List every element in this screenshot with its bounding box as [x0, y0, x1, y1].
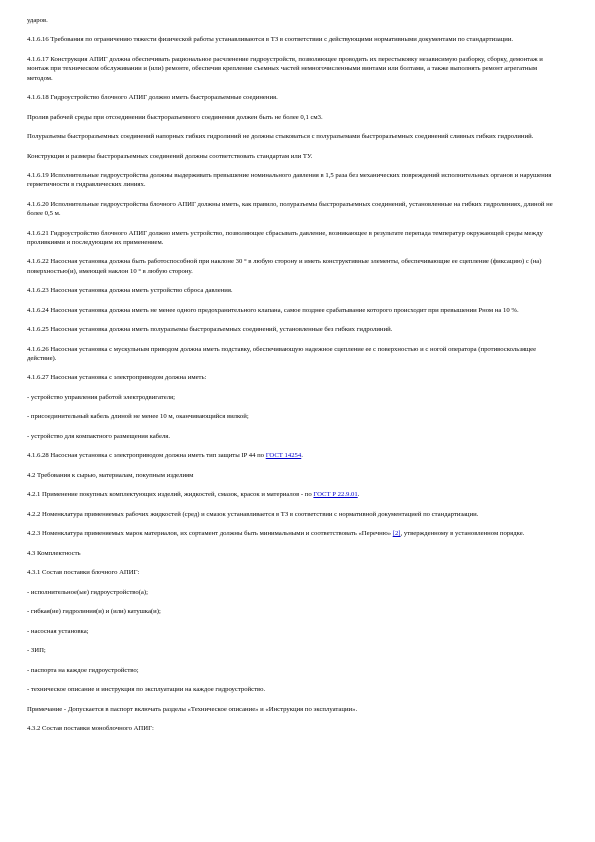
paragraph [27, 393, 555, 402]
paragraph [27, 373, 555, 382]
paragraph [27, 685, 555, 694]
paragraph-text-tail: , утвержденному в установленном порядке. [400, 530, 525, 538]
paragraph-text: 4.3 Комплектность [27, 549, 81, 557]
paragraph [27, 200, 555, 219]
paragraph [27, 171, 555, 190]
document-body [27, 16, 555, 733]
paragraph-text: - паспорта на каждое гидроустройство; [27, 666, 139, 674]
paragraph [27, 132, 555, 141]
paragraph [27, 724, 555, 733]
paragraph-text: Полуразъемы быстроразъемных соединений напорных гибких гидролиний не должны стыковаться с полуразъемами быстроразъемных соединений сливных гибких гидролиний. [27, 133, 534, 141]
paragraph [27, 113, 555, 122]
paragraph [27, 568, 555, 577]
paragraph [27, 55, 555, 83]
paragraph-text: 4.1.6.26 Насосная установка с мускульным приводом должна иметь подставку, обеспечивающую надежное сцепление ее с поверхностью и с ногой оператора (противоскользящее действие). [27, 345, 537, 362]
paragraph-text: 4.1.6.21 Гидроустройство блочного АПИГ должно иметь устройство, позволяющее сбрасывать давление, возникающее в результате перепада температур окружающей среды между проливкиями и последующим их применением. [27, 229, 543, 246]
paragraph-text: 4.2 Требования к сырью, материалам, покупным изделиям [27, 471, 194, 479]
paragraph-text: 4.1.6.25 Насосная установка должна иметь полуразъемы быстроразъемных соединений, установленные без гибких гидролиний. [27, 326, 393, 334]
paragraph-text-tail: . [357, 491, 360, 499]
paragraph [27, 325, 555, 334]
paragraph [27, 152, 555, 161]
paragraph [27, 93, 555, 102]
paragraph-text: 4.1.6.24 Насосная установка должна иметь не менее одного предохранительного клапана, самое позднее срабатывание которого происходит при превышении Pном на 10 %. [27, 306, 519, 314]
paragraph-text: Пролив рабочей среды при отсоединении быстроразъемного соединения должен быть не более 0,1 см3. [27, 113, 323, 121]
reference-link[interactable]: ГОСТ Р 22.9.01 [313, 491, 358, 499]
paragraph-text: 4.3.2 Состав поставки моноблочного АПИГ: [27, 725, 154, 733]
paragraph [27, 451, 555, 460]
paragraph [27, 607, 555, 616]
paragraph-text: 4.1.6.20 Исполнительные гидроустройства блочного АПИГ должны иметь, как правило, полуразъемы быстроразъемных соединений, установленные на гибких гидролиниях, длиной не более 0,5 м. [27, 200, 553, 218]
paragraph-text: 4.3.1 Состав поставки блочного АПИГ: [27, 569, 140, 577]
paragraph [27, 588, 555, 597]
paragraph [27, 529, 555, 538]
paragraph-text: 4.2.3 Номенклатура применяемых марок материалов, их сортамент должны быть минимальными и соответствовать «Перечню» [27, 530, 393, 538]
paragraph-text: - устройство управления работой электродвигателя; [27, 393, 175, 401]
paragraph-text: 4.1.6.16 Требования по ограничению тяжести физической работы устанавливаются в ТЗ в соответствии с действующими нормативными документами по стандартизации. [27, 36, 514, 44]
paragraph-text: 4.1.6.22 Насосная установка должна быть работоспособной при наклоне 30 ° в любую сторону и иметь конструктивные элементы, обеспечивающие ее сцепление (фиксацию) с (на) поверхностью(и), имеющей наклон 10 ° в любую сторону. [27, 258, 542, 275]
paragraph-text: - присоединительный кабель длиной не менее 10 м, оканчивающийся вилкой; [27, 413, 249, 421]
paragraph-text-tail: . [301, 452, 303, 460]
paragraph-text: Примечание - Допускается в паспорт включать разделы «Техническое описание» и «Инструкция по эксплуатации». [27, 705, 358, 713]
paragraph-text: - техническое описание и инструкция по эксплуатации на каждое гидроустройство. [27, 686, 266, 694]
paragraph [27, 345, 555, 364]
paragraph [27, 705, 555, 714]
paragraph-text: 4.1.6.17 Конструкция АПИГ должна обеспечивать рациональное расчленение гидроустройств, позволяющее проводить их перестыковку независимую разборку, сборку, демонтаж и монтаж при техническом обслуживании и (или) ремонте, обеспечив крепление съемных частей немногочисленными винтами или болтами, а также выполнять ремонт агрегатным методом. [27, 55, 543, 82]
paragraph-text: 4.1.6.23 Насосная установка должна иметь устройство сброса давления. [27, 287, 233, 295]
paragraph [27, 257, 555, 276]
paragraph [27, 432, 555, 441]
paragraph-text: 4.1.6.18 Гидроустройство блочного АПИГ должно иметь быстроразъемные соединения. [27, 94, 278, 102]
paragraph [27, 627, 555, 636]
paragraph-text: - гибкая(ие) гидролиния(и) и (или) катушка(и); [27, 608, 161, 616]
paragraph-text: 4.1.6.27 Насосная установка с электроприводом должна иметь: [27, 374, 207, 382]
paragraph-text: - ЗИП; [27, 647, 46, 655]
paragraph [27, 549, 555, 558]
paragraph [27, 229, 555, 248]
paragraph [27, 471, 555, 480]
paragraph [27, 646, 555, 655]
paragraph-text: - исполнительное(ые) гидроустройство(а); [27, 588, 148, 596]
paragraph-text: 4.1.6.19 Исполнительные гидроустройства должны выдерживать превышение номинального давления в 1,5 раза без механических повреждений исполнительных органов и нарушения герметичности в гидравлических линиях. [27, 171, 552, 189]
paragraph-text: ударов. [27, 17, 48, 24]
paragraph [27, 510, 555, 519]
paragraph [27, 666, 555, 675]
paragraph [27, 16, 555, 25]
paragraph-text: - устройство для компактного размещения кабеля. [27, 432, 171, 440]
paragraph [27, 412, 555, 421]
paragraph-text: - насосная установка; [27, 627, 89, 635]
reference-link[interactable]: ГОСТ 14254 [265, 452, 302, 460]
paragraph-text: 4.1.6.28 Насосная установка с электроприводом должна иметь тип защиты IP 44 по [27, 452, 266, 460]
paragraph [27, 306, 555, 315]
paragraph-text: 4.2.2 Номенклатура применяемых рабочих жидкостей (сред) и смазок устанавливается в ТЗ в соответствии с нормативной документацией по стандартизации. [27, 510, 479, 518]
paragraph [27, 286, 555, 295]
reference-link[interactable]: [2] [392, 530, 401, 538]
paragraph [27, 35, 555, 44]
paragraph [27, 490, 555, 499]
paragraph-text: Конструкция и размеры быстроразъемных соединений должны соответствовать стандартам или ТУ. [27, 152, 313, 160]
paragraph-text: 4.2.1 Применение покупных комплектующих изделий, жидкостей, смазок, красок и материалов - по [27, 491, 314, 499]
